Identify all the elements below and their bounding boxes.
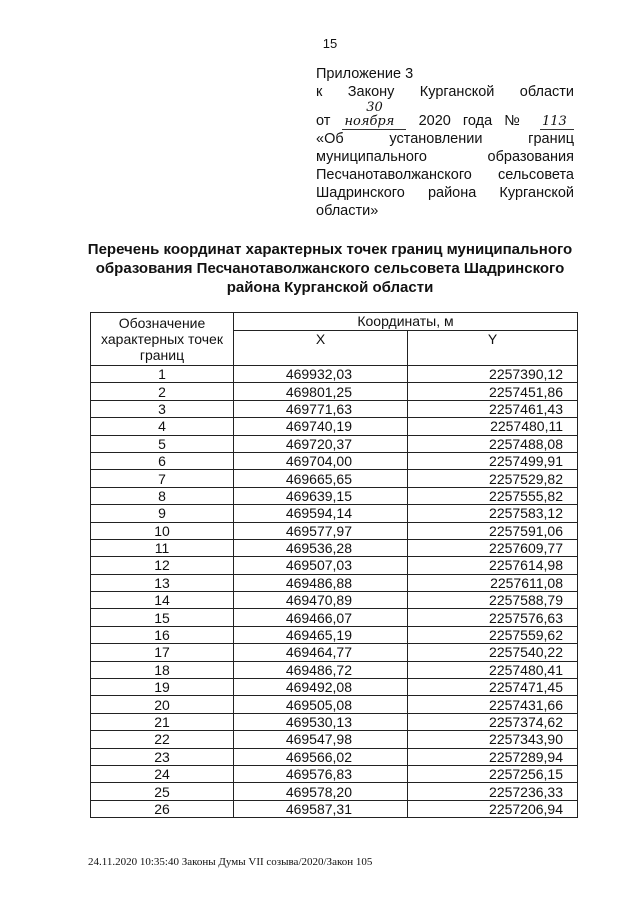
appendix-line-5: муниципального образования (316, 149, 574, 165)
column-header-y: Y (408, 331, 578, 366)
point-number-cell: 18 (91, 661, 234, 678)
table-row (91, 661, 578, 678)
x-coordinate-cell: 469547,98 (234, 731, 408, 748)
y-coordinate-cell: 2257343,90 (408, 731, 578, 748)
y-coordinate-cell: 2257555,82 (408, 487, 578, 504)
y-coordinate-cell: 2257576,63 (408, 609, 578, 626)
table-row (91, 418, 578, 435)
table-row (91, 574, 578, 591)
coordinates-table (90, 312, 578, 818)
date-year: 2020 года № (418, 113, 528, 129)
x-coordinate-cell: 469720,37 (234, 435, 408, 452)
point-number-cell: 8 (91, 487, 234, 504)
point-number-cell: 21 (91, 713, 234, 730)
appendix-block (316, 65, 574, 220)
table-row (91, 435, 578, 452)
table-row (91, 383, 578, 400)
table-row (91, 644, 578, 661)
column-header-x: X (234, 331, 408, 366)
point-number-cell: 3 (91, 400, 234, 417)
table-row (91, 713, 578, 730)
y-coordinate-cell: 2257289,94 (408, 748, 578, 765)
handwritten-date: 30 ноября (342, 101, 406, 130)
table-row (91, 626, 578, 643)
table-row (91, 609, 578, 626)
x-coordinate-cell: 469801,25 (234, 383, 408, 400)
x-coordinate-cell: 469576,83 (234, 765, 408, 782)
appendix-line-7: Шадринского района Курганской (316, 185, 574, 201)
x-coordinate-cell: 469470,89 (234, 592, 408, 609)
table-row (91, 765, 578, 782)
x-coordinate-cell: 469507,03 (234, 557, 408, 574)
table-row (91, 679, 578, 696)
column-header-coordinates: Координаты, м (234, 313, 578, 331)
y-coordinate-cell: 2257480,11 (408, 418, 578, 435)
appendix-line-4: «Об установлении границ (316, 131, 574, 147)
table-row (91, 400, 578, 417)
document-title: Перечень координат характерных точек границ муниципального образования Песчанотаволжанского сельсовета Шадринского района Курганской области (87, 241, 573, 296)
point-number-cell: 7 (91, 470, 234, 487)
x-coordinate-cell: 469704,00 (234, 452, 408, 469)
x-coordinate-cell: 469465,19 (234, 626, 408, 643)
y-coordinate-cell: 2257488,08 (408, 435, 578, 452)
appendix-line-8: области» (316, 203, 379, 219)
y-coordinate-cell: 2257451,86 (408, 383, 578, 400)
point-number-cell: 23 (91, 748, 234, 765)
table-row (91, 557, 578, 574)
point-number-cell: 25 (91, 783, 234, 800)
x-coordinate-cell: 469505,08 (234, 696, 408, 713)
y-coordinate-cell: 2257583,12 (408, 505, 578, 522)
y-coordinate-cell: 2257256,15 (408, 765, 578, 782)
point-number-cell: 10 (91, 522, 234, 539)
y-coordinate-cell: 2257471,45 (408, 679, 578, 696)
y-coordinate-cell: 2257236,33 (408, 783, 578, 800)
point-number-cell: 20 (91, 696, 234, 713)
appendix-law-ref: к Закону Курганской области (316, 84, 574, 100)
point-number-cell: 13 (91, 574, 234, 591)
point-number-cell: 14 (91, 592, 234, 609)
point-number-cell: 26 (91, 800, 234, 817)
y-coordinate-cell: 2257559,62 (408, 626, 578, 643)
table-row (91, 366, 578, 383)
x-coordinate-cell: 469486,88 (234, 574, 408, 591)
date-prefix: от (316, 113, 331, 129)
x-coordinate-cell: 469932,03 (234, 366, 408, 383)
y-coordinate-cell: 2257461,43 (408, 400, 578, 417)
point-number-cell: 19 (91, 679, 234, 696)
table-row (91, 800, 578, 817)
x-coordinate-cell: 469771,63 (234, 400, 408, 417)
x-coordinate-cell: 469492,08 (234, 679, 408, 696)
page-number: 15 (322, 36, 338, 51)
y-coordinate-cell: 2257529,82 (408, 470, 578, 487)
point-number-cell: 4 (91, 418, 234, 435)
point-number-cell: 11 (91, 539, 234, 556)
y-coordinate-cell: 2257611,08 (408, 574, 578, 591)
table-row (91, 783, 578, 800)
x-coordinate-cell: 469536,28 (234, 539, 408, 556)
point-number-cell: 1 (91, 366, 234, 383)
x-coordinate-cell: 469530,13 (234, 713, 408, 730)
point-number-cell: 22 (91, 731, 234, 748)
table-row (91, 592, 578, 609)
point-number-cell: 9 (91, 505, 234, 522)
x-coordinate-cell: 469594,14 (234, 505, 408, 522)
point-number-cell: 16 (91, 626, 234, 643)
y-coordinate-cell: 2257609,77 (408, 539, 578, 556)
x-coordinate-cell: 469578,20 (234, 783, 408, 800)
point-number-cell: 5 (91, 435, 234, 452)
footer-stamp: 24.11.2020 10:35:40 Законы Думы VII созыва/2020/Закон 105 (88, 856, 373, 868)
point-number-cell: 6 (91, 452, 234, 469)
appendix-title: Приложение 3 (316, 66, 414, 82)
appendix-date-line (316, 101, 574, 130)
x-coordinate-cell: 469740,19 (234, 418, 408, 435)
point-number-cell: 2 (91, 383, 234, 400)
y-coordinate-cell: 2257614,98 (408, 557, 578, 574)
x-coordinate-cell: 469566,02 (234, 748, 408, 765)
point-number-cell: 24 (91, 765, 234, 782)
table-row (91, 748, 578, 765)
coordinates-table-body (91, 366, 578, 818)
x-coordinate-cell: 469587,31 (234, 800, 408, 817)
point-number-cell: 17 (91, 644, 234, 661)
table-row (91, 452, 578, 469)
x-coordinate-cell: 469466,07 (234, 609, 408, 626)
y-coordinate-cell: 2257499,91 (408, 452, 578, 469)
point-number-cell: 12 (91, 557, 234, 574)
x-coordinate-cell: 469639,15 (234, 487, 408, 504)
table-row (91, 539, 578, 556)
x-coordinate-cell: 469464,77 (234, 644, 408, 661)
x-coordinate-cell: 469665,65 (234, 470, 408, 487)
table-row (91, 696, 578, 713)
column-header-designation: Обозначение характерных точек границ (91, 313, 234, 366)
point-number-cell: 15 (91, 609, 234, 626)
handwritten-number: 113 (540, 115, 574, 130)
y-coordinate-cell: 2257206,94 (408, 800, 578, 817)
y-coordinate-cell: 2257540,22 (408, 644, 578, 661)
y-coordinate-cell: 2257588,79 (408, 592, 578, 609)
y-coordinate-cell: 2257390,12 (408, 366, 578, 383)
table-row (91, 505, 578, 522)
y-coordinate-cell: 2257374,62 (408, 713, 578, 730)
y-coordinate-cell: 2257591,06 (408, 522, 578, 539)
x-coordinate-cell: 469577,97 (234, 522, 408, 539)
y-coordinate-cell: 2257480,41 (408, 661, 578, 678)
table-row (91, 470, 578, 487)
appendix-line-6: Песчанотаволжанского сельсовета (316, 167, 574, 183)
table-row (91, 731, 578, 748)
y-coordinate-cell: 2257431,66 (408, 696, 578, 713)
table-row (91, 522, 578, 539)
table-row (91, 487, 578, 504)
x-coordinate-cell: 469486,72 (234, 661, 408, 678)
